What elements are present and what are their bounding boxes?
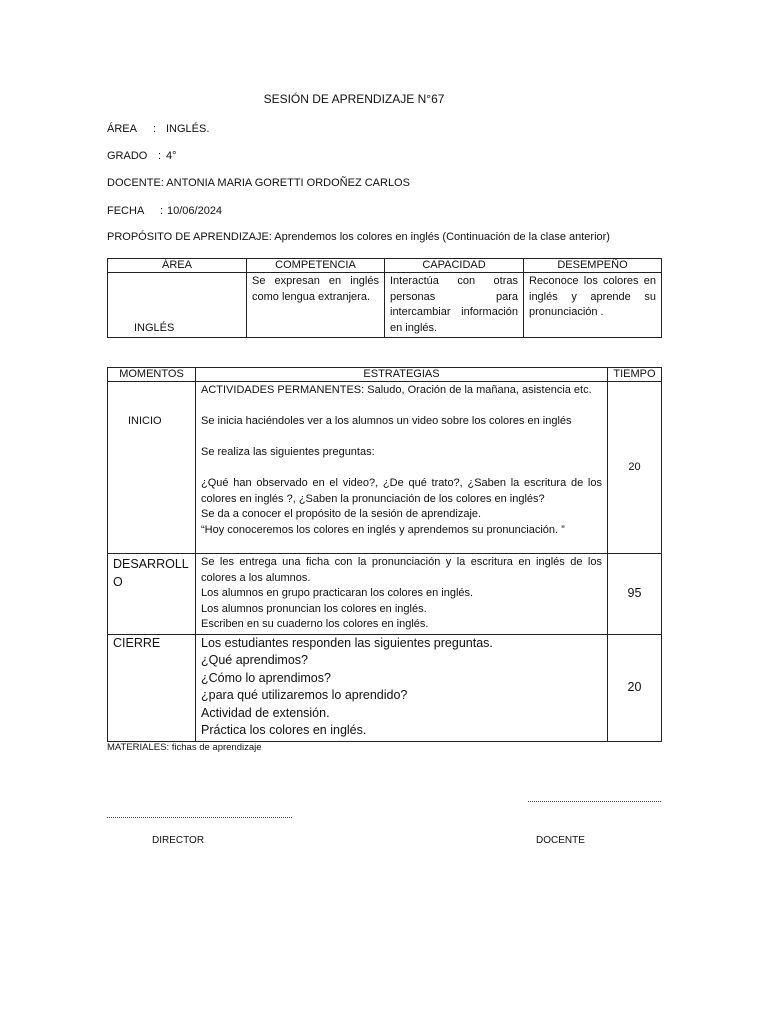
desarrollo-line: Se les entrega una ficha con la pronunciación y la escritura en inglés de los colores a los alumnos. xyxy=(201,556,602,584)
director-signature-line xyxy=(107,817,292,818)
cell-desempeno: Reconoce los colores en inglés y aprende su pronunciación . xyxy=(524,273,662,338)
area-value: INGLÉS. xyxy=(166,123,210,135)
header-capacidad: CAPACIDAD xyxy=(385,259,524,273)
fecha-separator: : xyxy=(160,205,164,217)
row-desarrollo xyxy=(108,554,662,635)
cell-area: INGLÉS xyxy=(108,273,247,338)
director-label: DIRECTOR xyxy=(152,835,205,846)
page-title: SESIÓN DE APRENDIZAJE N°67 xyxy=(263,92,445,106)
header-area: ÁREA xyxy=(108,259,247,273)
desarrollo-line: Escriben en su cuaderno los colores en inglés. xyxy=(201,618,429,630)
inicio-line: “Hoy conoceremos los colores en inglés y aprendemos su pronunciación. ” xyxy=(201,523,565,536)
area-label: ÁREA xyxy=(107,123,137,135)
docente-label: DOCENTE xyxy=(536,835,585,846)
desarrollo-line: Los alumnos pronuncian los colores en inglés. xyxy=(201,602,427,615)
competencias-row xyxy=(108,273,662,338)
header-tiempo: TIEMPO xyxy=(608,368,662,382)
fecha-label: FECHA xyxy=(107,205,145,217)
estrategias-desarrollo xyxy=(196,554,608,635)
cierre-line: ¿para qué utilizaremos lo aprendido? xyxy=(201,688,408,702)
docente-line: DOCENTE: ANTONIA MARIA GORETTI ORDOÑEZ CARLOS xyxy=(107,177,410,189)
grado-separator: : xyxy=(158,150,162,162)
header-momentos: MOMENTOS xyxy=(108,368,196,382)
inicio-line: ¿Qué han observado en el video?, ¿De qué trato?, ¿Saben la escritura de los colores en inglés ?, ¿Saben la pronunciación de los colores en inglés? xyxy=(201,477,602,505)
momentos-header-row xyxy=(108,368,662,382)
grado-label: GRADO xyxy=(107,150,148,162)
inicio-line: Se realiza las siguientes preguntas: xyxy=(201,446,375,458)
materiales-line: MATERIALES: fichas de aprendizaje xyxy=(107,742,262,753)
cierre-line: Actividad de extensión. xyxy=(201,705,330,720)
momentos-table xyxy=(107,367,662,742)
tiempo-inicio: 20 xyxy=(608,382,662,554)
header-estrategias: ESTRATEGIAS xyxy=(196,368,608,382)
momento-desarrollo: DESARROLLO xyxy=(108,554,196,635)
competencias-header-row xyxy=(108,259,662,273)
inicio-line: Se da a conocer el propósito de la sesión de aprendizaje. xyxy=(201,508,482,520)
row-cierre xyxy=(108,634,662,741)
momento-cierre: CIERRE xyxy=(108,634,196,741)
momento-inicio: INICIO xyxy=(108,382,196,554)
area-separator: : xyxy=(153,123,157,135)
tiempo-cierre: 20 xyxy=(608,634,662,741)
cell-competencia: Se expresan en inglés como lengua extranjera. xyxy=(247,273,385,338)
proposito-line: PROPÓSITO DE APRENDIZAJE: Aprendemos los colores en inglés (Continuación de la clase anterior) xyxy=(107,231,610,243)
cierre-line: ¿Cómo lo aprendimos? xyxy=(201,670,331,685)
inicio-line: Se inicia haciéndoles ver a los alumnos un video sobre los colores en inglés xyxy=(201,415,572,427)
fecha-value: 10/06/2024 xyxy=(167,205,223,217)
header-desempeno: DESEMPEÑO xyxy=(524,259,662,273)
tiempo-desarrollo: 95 xyxy=(608,554,662,635)
competencias-table xyxy=(107,258,662,338)
cierre-line: Práctica los colores en inglés. xyxy=(201,723,367,737)
grado-value: 4° xyxy=(166,150,177,162)
inicio-line: ACTIVIDADES PERMANENTES: Saludo, Oración de la mañana, asistencia etc. xyxy=(201,384,592,396)
estrategias-inicio xyxy=(196,382,608,554)
row-inicio xyxy=(108,382,662,554)
cell-capacidad: Interactúa con otras personas para intercambiar información en inglés. xyxy=(385,273,524,338)
desarrollo-line: Los alumnos en grupo practicaran los colores en inglés. xyxy=(201,587,474,599)
header-competencia: COMPETENCIA xyxy=(247,259,385,273)
cierre-line: ¿Qué aprendimos? xyxy=(201,653,309,667)
estrategias-cierre xyxy=(196,634,608,741)
cierre-line: Los estudiantes responden las siguientes preguntas. xyxy=(201,635,493,650)
docente-signature-line xyxy=(528,801,661,802)
